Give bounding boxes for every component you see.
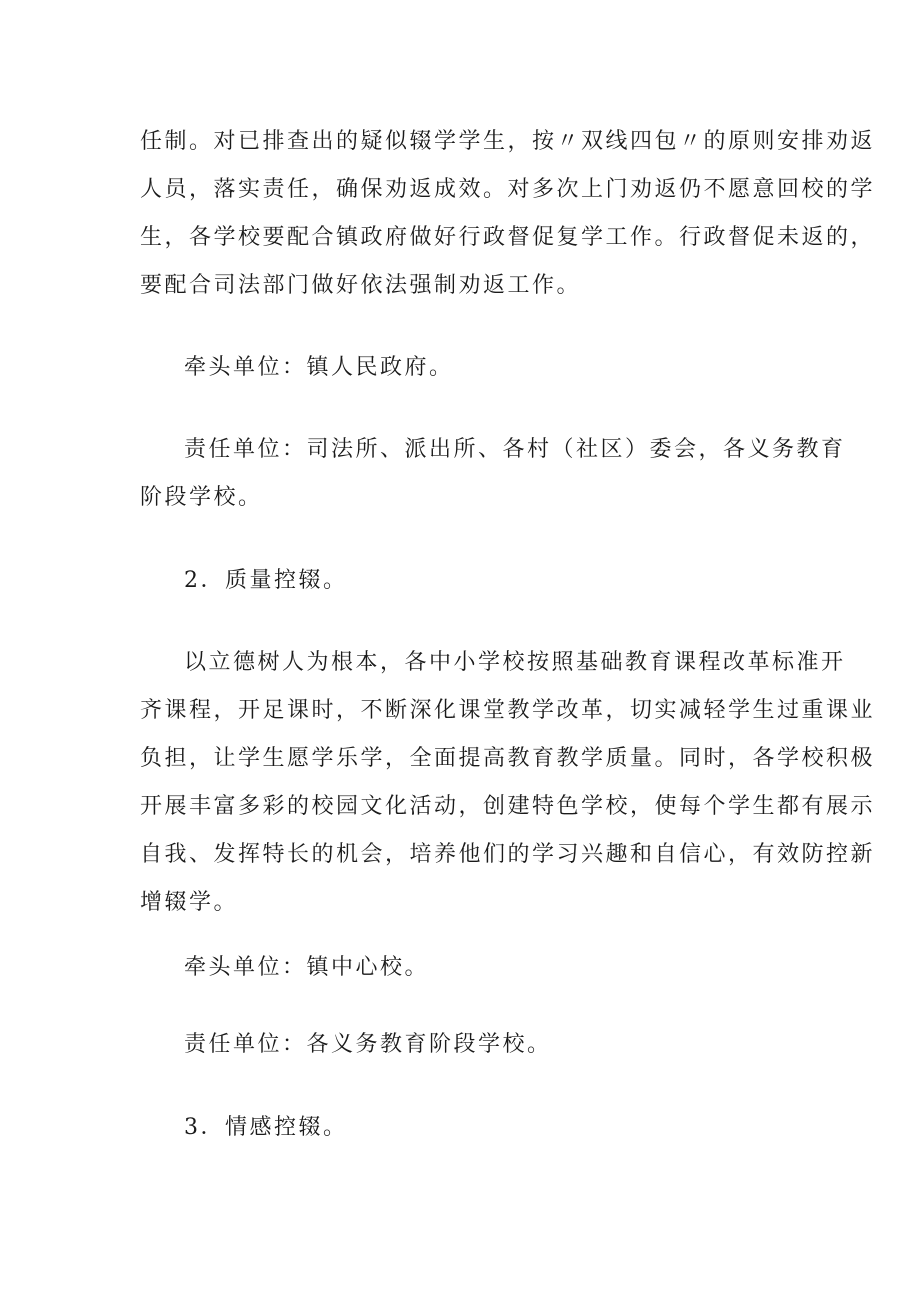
text-line: 负担，让学生愿学乐学，全面提高教育教学质量。同时，各学校积极 bbox=[140, 746, 876, 771]
text-line: 增辍学。 bbox=[140, 890, 239, 915]
lead-unit-1 bbox=[140, 344, 800, 392]
text-line: 人员，落实责任，确保劝返成效。对多次上门劝返仍不愿意回校的学 bbox=[140, 177, 876, 202]
text-line: 齐课程，开足课时，不断深化课堂教学改革，切实减轻学生过重课业 bbox=[140, 698, 876, 723]
text-line: 开展丰富多彩的校园文化活动，创建特色学校，使每个学生都有展示 bbox=[140, 794, 876, 819]
responsible-unit-1 bbox=[140, 426, 846, 522]
text-line: 2．质量控辍。 bbox=[184, 568, 348, 593]
text-line: 要配合司法部门做好依法强制劝返工作。 bbox=[140, 273, 582, 298]
text-line: 任制。对已排查出的疑似辍学学生，按〃双线四包〃的原则安排劝返 bbox=[140, 129, 876, 154]
text-line: 责任单位：司法所、派出所、各村（社区）委会，各义务教育 bbox=[184, 437, 846, 462]
text-line: 自我、发挥特长的机会，培养他们的学习兴趣和自信心，有效防控新 bbox=[140, 842, 876, 867]
text-line: 以立德树人为根本，各中小学校按照基础教育课程改革标准开 bbox=[184, 650, 846, 675]
section-heading-quality bbox=[140, 557, 800, 605]
paragraph-quality-control bbox=[140, 639, 876, 927]
section-heading-emotion bbox=[140, 1104, 800, 1152]
text-line: 牵头单位：镇人民政府。 bbox=[184, 355, 454, 380]
text-line: 3．情感控辍。 bbox=[184, 1115, 348, 1140]
text-line: 阶段学校。 bbox=[140, 485, 263, 510]
paragraph-dropout-persuasion bbox=[140, 118, 876, 310]
text-line: 责任单位：各义务教育阶段学校。 bbox=[184, 1032, 552, 1057]
text-line: 牵头单位：镇中心校。 bbox=[184, 955, 430, 980]
text-line: 生，各学校要配合镇政府做好行政督促复学工作。行政督促未返的， bbox=[140, 225, 876, 250]
responsible-unit-2 bbox=[140, 1021, 800, 1069]
lead-unit-2 bbox=[140, 944, 800, 992]
